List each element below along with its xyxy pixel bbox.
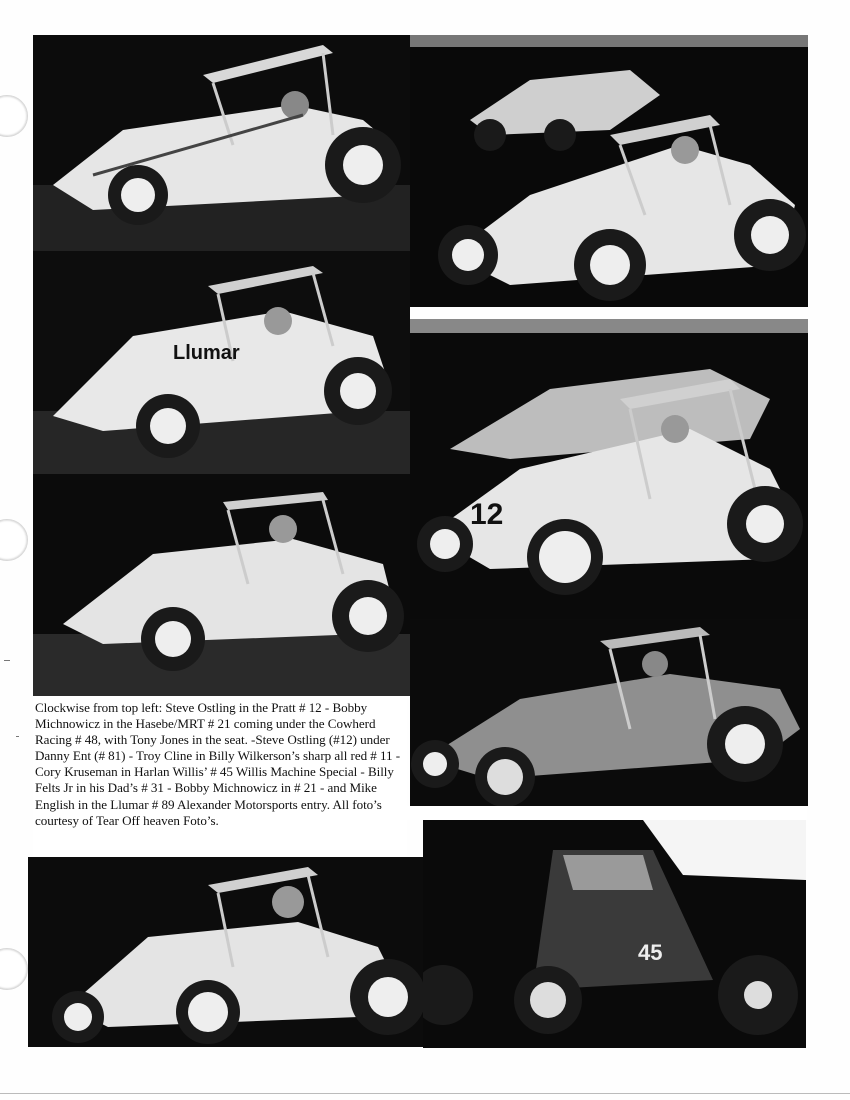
scan-mark xyxy=(16,736,19,737)
sprint-car-image xyxy=(28,857,423,1047)
photo-llumar-sprint-car xyxy=(33,251,410,474)
photo-sprint-car-number-45 xyxy=(423,820,806,1048)
car-lettering: Llumar xyxy=(173,342,240,364)
photo-caption: Clockwise from top left: Steve Ostling in the Pratt # 12 - Bobby Michnowicz in the Hasebe/MRT # 21 coming under the Cowherd Racing # 48, with Tony Jones in the seat. -Steve Ostling (#12) under Danny Ent (# 81) - Troy Cline in Billy Wilkerson’s sharp all red # 11 - Cory Kruseman in Harlan Willis’ # 45 Willis Machine Special - Billy Felts Jr in his Dad’s # 31 - Bobby Michnowicz in # 21 - and Mike English in the Llumar # 89 Alexander Motorsports entry. All foto’s courtesy of Tear Off heaven Foto’s. xyxy=(33,696,407,856)
car-number: 45 xyxy=(638,940,663,965)
sprint-car-image xyxy=(33,474,410,696)
photo-top-right-two-sprint-cars xyxy=(410,35,808,307)
sprint-car-image xyxy=(410,619,808,806)
sprint-car-image xyxy=(423,820,806,1048)
photo-left-third-sprint-car xyxy=(33,474,410,696)
sprint-car-image xyxy=(410,35,808,307)
binder-hole-bottom xyxy=(0,948,28,990)
page-edge-line xyxy=(0,1093,850,1094)
scan-mark xyxy=(4,660,10,661)
sprint-car-image xyxy=(33,251,410,474)
binder-hole-middle xyxy=(0,519,28,561)
photo-top-left-sprint-car xyxy=(33,35,410,251)
caption-gap xyxy=(407,806,807,820)
photo-bottom-left-sprint-car xyxy=(28,857,423,1047)
binder-hole-top xyxy=(0,95,28,137)
photo-right-third-sprint-car xyxy=(410,619,808,806)
car-number: 12 xyxy=(470,498,504,531)
photo-sprint-car-number-12 xyxy=(410,319,808,619)
sprint-car-image xyxy=(33,35,410,251)
sprint-car-image xyxy=(410,319,808,619)
